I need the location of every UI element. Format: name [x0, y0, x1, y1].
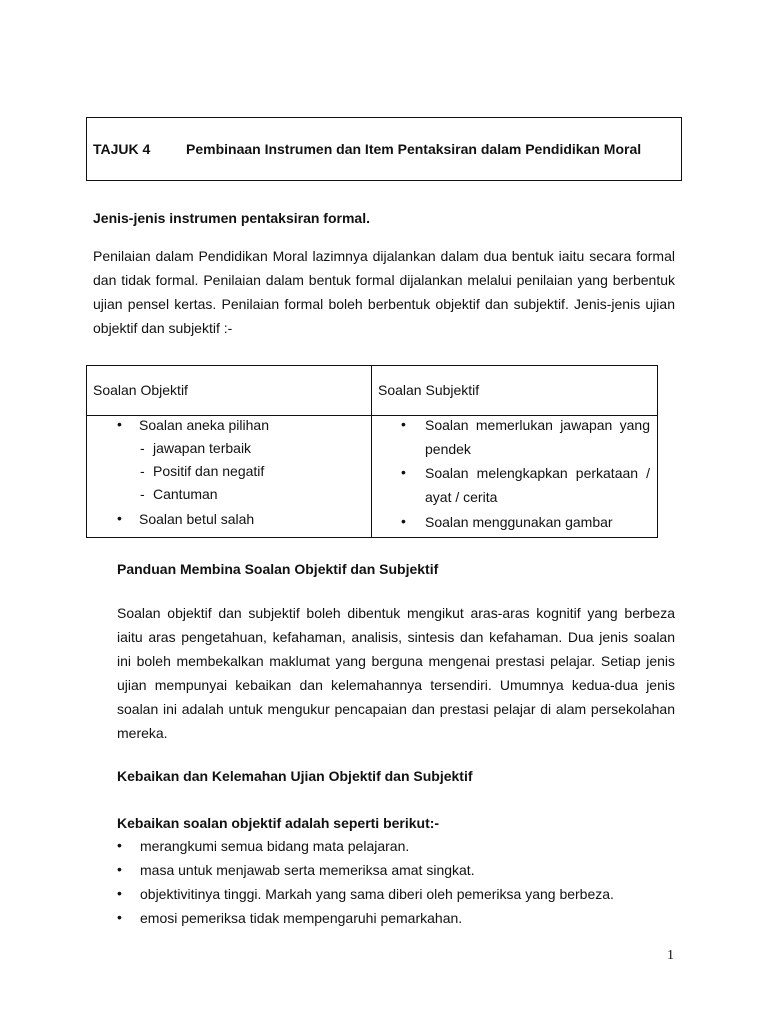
section2-line: Soalan objektif dan subjektif boleh dibentuk mengikut aras-aras kognitif yang berbeza [117, 605, 675, 621]
objective-subitem: Cantuman [153, 486, 218, 502]
subjective-item: Soalan memerlukan jawapan yang [425, 417, 650, 433]
section2-line: iaitu aras pengetahuan, kefahaman, analisis, sintesis dan kefahaman. Dua jenis soalan [117, 629, 675, 645]
subjective-item: Soalan menggunakan gambar [425, 514, 613, 530]
section2-heading: Panduan Membina Soalan Objektif dan Subjektif [117, 561, 439, 577]
section2-paragraph [117, 601, 675, 745]
section1-line: ujian pensel kertas. Penilaian formal boleh berbentuk objektif dan subjektif. Jenis-jenis ujian [93, 296, 675, 312]
section1-paragraph [93, 244, 675, 340]
bullet-icon: • [401, 416, 406, 432]
bullet-icon: • [117, 416, 122, 432]
dash-icon: - [140, 463, 145, 479]
dash-icon: - [140, 486, 145, 502]
topic-tag: TAJUK 4 [93, 141, 151, 157]
section1-line: dan tidak formal. Penilaian dalam bentuk formal dijalankan melalui penilaian yang berbentuk [93, 272, 675, 288]
objective-item: Soalan betul salah [139, 511, 255, 527]
table-divider-horizontal [86, 415, 658, 416]
subjective-item-continuation: ayat / cerita [425, 489, 498, 505]
bullet-icon: • [117, 909, 122, 925]
objective-item: Soalan aneka pilihan [139, 417, 269, 433]
advantage-item: merangkumi semua bidang mata pelajaran. [140, 838, 410, 854]
section1-line: objektif dan subjektif :- [93, 320, 233, 336]
section1-heading: Jenis-jenis instrumen pentaksiran formal. [93, 210, 370, 226]
bullet-icon: • [117, 510, 122, 526]
subjective-item: Soalan melengkapkan perkataan / [425, 465, 650, 481]
bullet-icon: • [401, 464, 406, 480]
table-divider-vertical [371, 365, 372, 538]
dash-icon: - [140, 440, 145, 456]
section2-line: ini boleh membekalkan maklumat yang berguna mengenai prestasi pelajar. Setiap jenis [117, 653, 675, 669]
advantage-item: emosi pemeriksa tidak mempengaruhi pemarkahan. [140, 910, 463, 926]
advantage-item: objektivitinya tinggi. Markah yang sama diberi oleh pemeriksa yang berbeza. [140, 886, 614, 902]
topic-title: Pembinaan Instrumen dan Item Pentaksiran dalam Pendidikan Moral [186, 141, 642, 157]
objective-subitem: jawapan terbaik [153, 440, 252, 456]
section2-line: ujian mempunyai kebaikan dan kelemahannya tersendiri. Umumnya kedua-dua jenis [117, 677, 675, 693]
section3-subheading: Kebaikan soalan objektif adalah seperti berikut:- [117, 815, 440, 831]
section2-line: mereka. [117, 725, 168, 741]
table-header-subjective: Soalan Subjektif [378, 382, 480, 398]
bullet-icon: • [117, 837, 122, 853]
objective-subitem: Positif dan negatif [153, 463, 265, 479]
bullet-icon: • [401, 513, 406, 529]
section3-heading: Kebaikan dan Kelemahan Ujian Objektif dan Subjektif [117, 768, 473, 784]
advantage-item: masa untuk menjawab serta memeriksa amat singkat. [140, 862, 475, 878]
subjective-item-continuation: pendek [425, 441, 471, 457]
section1-line: Penilaian dalam Pendidikan Moral lazimnya dijalankan dalam dua bentuk iaitu secara formal [93, 248, 675, 264]
section2-line: soalan ini adalah untuk mengukur pencapaian dan prestasi pelajar di alam persekolahan [117, 701, 675, 717]
bullet-icon: • [117, 885, 122, 901]
page-number: 1 [667, 948, 674, 963]
bullet-icon: • [117, 861, 122, 877]
table-header-objective: Soalan Objektif [93, 382, 188, 398]
